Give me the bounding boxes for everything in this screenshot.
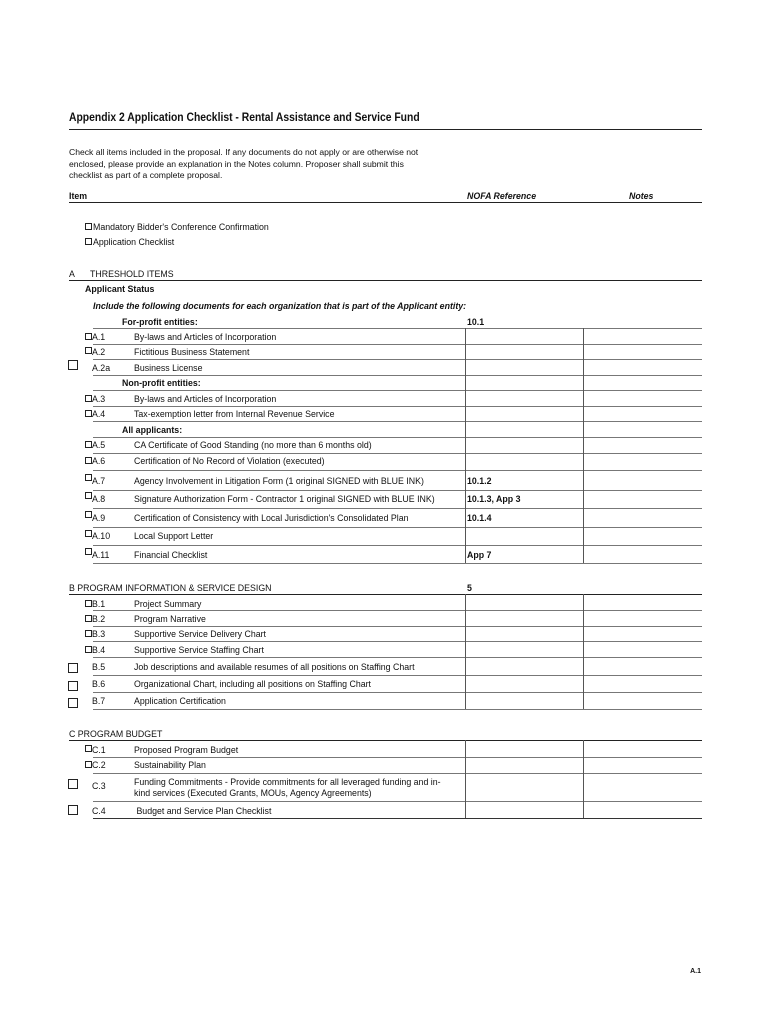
item-c1-desc: Proposed Program Budget [134,745,239,755]
column-header-nofa: NOFA Reference [467,191,537,201]
applicant-status-heading: Applicant Status [85,284,155,294]
item-a10-desc: Local Support Letter [134,531,214,541]
header-rule [69,202,702,203]
section-a-rule [69,280,702,281]
item-b1-code: B.1 [92,599,106,609]
intro-text [69,147,459,182]
item-a6-desc: Certification of No Record of Violation (executed) [134,456,325,466]
item-b6-desc: Organizational Chart, including all positions on Staffing Chart [134,679,372,689]
item-c3-code: C.3 [92,781,106,791]
grid-line [93,757,702,758]
item-a11-nofa-ref: App 7 [467,550,492,560]
item-a7-nofa-ref: 10.1.2 [467,476,492,486]
column-divider [583,328,584,563]
all-applicants-heading: All applicants: [122,425,183,435]
item-a9-code: A.9 [92,513,106,523]
item-a2-code: A.2 [92,347,106,357]
grid-line [93,675,702,676]
item-a4-desc: Tax-exemption letter from Internal Revenue Service [134,409,335,419]
column-divider [583,594,584,709]
item-b1-desc: Project Summary [134,599,202,609]
intro-line: enclosed, please provide an explanation in the Notes column. Proposer shall submit this [69,158,404,169]
item-a11-code: A.11 [92,550,110,560]
item-b1-checkbox[interactable] [85,600,92,607]
item-a10-checkbox[interactable] [85,530,92,537]
section-a-title: THRESHOLD ITEMS [90,269,174,279]
item-a2a-code: A.2a [92,363,111,373]
item-c2-desc: Sustainability Plan [134,760,206,770]
item-a6-checkbox[interactable] [85,457,92,464]
column-header-notes: Notes [629,191,654,201]
item-a8-checkbox[interactable] [85,492,92,499]
item-c3-checkbox[interactable] [68,779,78,789]
section-c-rule [69,740,702,741]
item-a3-code: A.3 [92,394,106,404]
grid-line [93,508,702,509]
grid-line [93,563,702,564]
intro-line: checklist as part of a complete proposal. [69,170,223,180]
item-b3-code: B.3 [92,629,106,639]
item-a8-nofa-ref: 10.1.3, App 3 [467,494,521,504]
item-a1-code: A.1 [92,332,106,342]
intro-line: Check all items included in the proposal. If any documents do not apply or are otherwise not [69,147,419,157]
application-checklist-label: Application Checklist [93,237,175,247]
column-divider [583,740,584,818]
item-b2-code: B.2 [92,614,106,624]
grid-line [93,375,702,376]
conference-confirmation-label: Mandatory Bidder's Conference Confirmation [93,222,269,232]
grid-line [93,527,702,528]
column-divider [465,594,466,709]
grid-line [93,801,702,802]
item-c2-checkbox[interactable] [85,761,92,768]
table-end-rule [93,818,702,819]
grid-line [93,709,702,710]
item-c3-desc: Funding Commitments - Provide commitments for all leveraged funding and in- [134,777,441,787]
item-b5-code: B.5 [92,662,106,672]
title-rule [69,129,702,130]
item-a11-checkbox[interactable] [85,548,92,555]
item-a4-checkbox[interactable] [85,410,92,417]
grid-line [93,641,702,642]
item-b5-desc: Job descriptions and available resumes of all positions on Staffing Chart [134,662,415,672]
item-b7-checkbox[interactable] [68,698,78,708]
item-a5-code: A.5 [92,440,106,450]
item-b5-checkbox[interactable] [68,663,78,673]
item-a4-code: A.4 [92,409,106,419]
grid-line [93,692,702,693]
item-a3-desc: By-laws and Articles of Incorporation [134,394,277,404]
item-a5-desc: CA Certificate of Good Standing (no more than 6 months old) [134,440,372,450]
column-header-item: Item [69,191,88,201]
column-divider [465,328,466,563]
grid-line [93,390,702,391]
item-a3-checkbox[interactable] [85,395,92,402]
for-profit-heading: For-profit entities: [122,317,198,327]
item-a9-checkbox[interactable] [85,511,92,518]
item-c4-checkbox[interactable] [68,805,78,815]
conference-confirmation-checkbox[interactable] [85,223,92,230]
item-a8-desc: Signature Authorization Form - Contractor 1 original SIGNED with BLUE INK) [134,494,435,504]
applicant-instruction: Include the following documents for each organization that is part of the Applicant entity: [93,301,467,311]
for-profit-nofa-ref: 10.1 [467,317,485,327]
item-c3-desc-line2: kind services (Executed Grants, MOUs, Agency Agreements) [134,788,372,798]
item-b2-checkbox[interactable] [85,615,92,622]
item-a9-desc: Certification of Consistency with Local Jurisdiction's Consolidated Plan [134,513,409,523]
section-b-rule [69,594,702,595]
grid-line [93,328,702,329]
item-b7-code: B.7 [92,696,106,706]
non-profit-heading: Non-profit entities: [122,378,201,388]
grid-line [93,545,702,546]
item-c1-code: C.1 [92,745,106,755]
item-a1-checkbox[interactable] [85,333,92,340]
grid-line [93,437,702,438]
grid-line [93,773,702,774]
item-a2a-desc: Business License [134,363,203,373]
item-a2-desc: Fictitious Business Statement [134,347,250,357]
item-c4-desc: Budget and Service Plan Checklist [134,806,272,816]
grid-line [93,344,702,345]
item-a2-checkbox[interactable] [85,347,92,354]
item-b3-desc: Supportive Service Delivery Chart [134,629,267,639]
item-a7-desc: Agency Involvement in Litigation Form (1 original SIGNED with BLUE INK) [134,476,424,486]
item-a5-checkbox[interactable] [85,441,92,448]
grid-line [93,406,702,407]
item-a7-checkbox[interactable] [85,474,92,481]
section-b-nofa-ref: 5 [467,583,472,593]
grid-line [93,657,702,658]
item-b6-checkbox[interactable] [68,681,78,691]
application-checklist-checkbox[interactable] [85,238,92,245]
item-b4-desc: Supportive Service Staffing Chart [134,645,264,655]
item-a9-nofa-ref: 10.1.4 [467,513,492,523]
item-b2-desc: Program Narrative [134,614,206,624]
grid-line [93,470,702,471]
item-b3-checkbox[interactable] [85,630,92,637]
item-b7-desc: Application Certification [134,696,226,706]
section-c-title: C PROGRAM BUDGET [69,729,163,739]
item-b4-code: B.4 [92,645,106,655]
item-a7-code: A.7 [92,476,106,486]
grid-line [93,421,702,422]
grid-line [93,610,702,611]
item-a10-code: A.10 [92,531,111,541]
item-a2a-checkbox[interactable] [68,360,78,370]
item-a1-desc: By-laws and Articles of Incorporation [134,332,277,342]
column-divider [465,740,466,818]
item-c2-code: C.2 [92,760,106,770]
section-b-title: B PROGRAM INFORMATION & SERVICE DESIGN [69,583,272,593]
item-b6-code: B.6 [92,679,106,689]
item-a6-code: A.6 [92,456,106,466]
page-title: Appendix 2 Application Checklist - Rental Assistance and Service Fund [69,112,420,124]
item-a11-desc: Financial Checklist [134,550,208,560]
grid-line [93,453,702,454]
page-number: A.1 [690,968,701,975]
item-c4-code: C.4 [92,806,106,816]
item-b4-checkbox[interactable] [85,646,92,653]
item-a8-code: A.8 [92,494,106,504]
section-a-letter: A [69,269,75,279]
item-c1-checkbox[interactable] [85,745,92,752]
grid-line [93,626,702,627]
grid-line [93,490,702,491]
grid-line [93,359,702,360]
